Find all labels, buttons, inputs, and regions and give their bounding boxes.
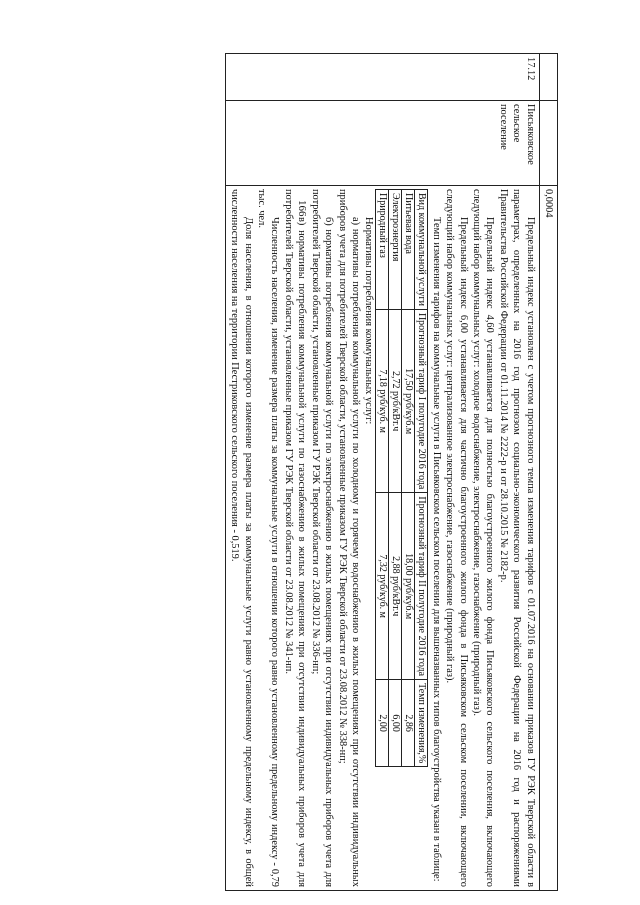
header-rate: Темп изменения,%: [415, 680, 428, 767]
content-row: [225, 54, 539, 891]
tariff-h2: 7,32 руб/куб. м: [376, 493, 389, 680]
tariff-header-row: [415, 190, 428, 767]
header-service: Вид коммунальной услуги: [415, 190, 428, 310]
paragraph: Темп изменения тарифов на коммунальные услуги в Письяковском сельском поселении для вышеназванных типов благоустройства указан в таблице:: [430, 217, 442, 882]
service-name: Электроэнергия: [389, 190, 402, 310]
paragraph: в) нормативы потребления коммунальной услуги по газоснабжению в жилых помещениях при отсутствии индивидуальных приборов учета для потребителей Тверской области, установленные приказом ГУ РЭК Тверской области от 23.08.2012 № 341-нп.: [282, 189, 308, 887]
header-tariff-h1: Прогнозный тариф I полугодие 2016 года: [415, 309, 428, 492]
tariff-h1: 7,18 руб/куб. м: [376, 309, 389, 492]
tariff-table: [375, 189, 428, 767]
service-name: Природный газ: [376, 190, 389, 310]
paragraph: Доля населения, в отношении которого изменение размера платы за коммунальные услуги равно установленному предельному индексу, в общей численности населения на территории Пестриковского сельского поселения - 0,519.: [229, 189, 254, 887]
table-row: [402, 190, 415, 767]
tariff-h2: 18,00 руб/куб.м: [402, 493, 415, 680]
settlement-cell: [539, 101, 557, 186]
table-row: [376, 190, 389, 767]
paragraph: Численность населения, изменение размера платы за коммунальные услуги в отношении которого равно установленному предельному индексу - 0,79 тыс. чел.: [256, 189, 281, 887]
rate: 6,00: [389, 680, 402, 767]
tariff-h1: 2,72 руб/кВт.ч: [389, 309, 402, 492]
paragraph: Предельный индекс 4,60 устанавливается для полностью благоустроенного жилого фонда Письяковского сельского поселения, включающего следующий набор коммунальных услуг: холодное водоснабжение, электроснабжение, газоснабжение (природный газ).: [470, 189, 496, 887]
table-row: [389, 190, 402, 767]
page-number: 166: [296, 200, 308, 217]
content-cell: [225, 186, 539, 891]
rate: 2,00: [376, 680, 389, 767]
tariff-h2: 2,88 руб/кВт.ч: [389, 493, 402, 680]
paragraph: Предельный индекс 6,00 устанавливается для частично благоустроенного жилого фонда в Письяковском сельском поселении, включающего следующий набор коммунальных услуг: централизованное электроснабжение, газоснабжение (природный газ).: [444, 189, 469, 887]
service-name: Питьевая вода: [402, 190, 415, 310]
paragraph: Предельный индекс установлен с учетом прогнозного темпа изменения тарифов с 01.07.2016 на основании приказов ГУ РЭК Тверской области в параметрах, определенных на 2016 год прогнозом социально-экономического развития Российской Федерации на 2016 год и распоряжениями Правительства Российской Федерации от 01.11.2014 № 2222-р и от 28.10.2015 № 2182-р.: [497, 189, 536, 887]
header-tariff-h2: Прогнозный тариф II полугодие 2016 года: [415, 493, 428, 680]
row-number: 17.12: [225, 54, 539, 101]
rate: 2,86: [402, 680, 415, 767]
paragraph: а) нормативы потребления коммунальной услуги по холодному и горячему водоснабжению в жилых помещениях при отсутствии индивидуальных приборов учета для потребителей Тверской области, установленные приказом ГУ РЭК Тверской области от 23.08.2012 № 338-нп;: [336, 189, 361, 887]
index-row: [539, 54, 557, 891]
settlement-name: Письяковское сельское поселение: [225, 101, 539, 186]
row-number-cell: [539, 54, 557, 101]
index-value: 0,0004: [539, 186, 557, 891]
paragraph: Нормативы потребления коммунальных услуг:: [363, 217, 375, 425]
paragraph: б) нормативы потребления коммунальной услуги по электроснабжению в жилых помещениях при отсутствии индивидуальных приборов учета для потребителей Тверской области, установленные приказом ГУ РЭК Тверской области от 23.08.2012 № 336-нп;: [309, 189, 335, 887]
tariff-h1: 17,50 руб/куб.м: [402, 309, 415, 492]
document-table: [225, 53, 558, 891]
